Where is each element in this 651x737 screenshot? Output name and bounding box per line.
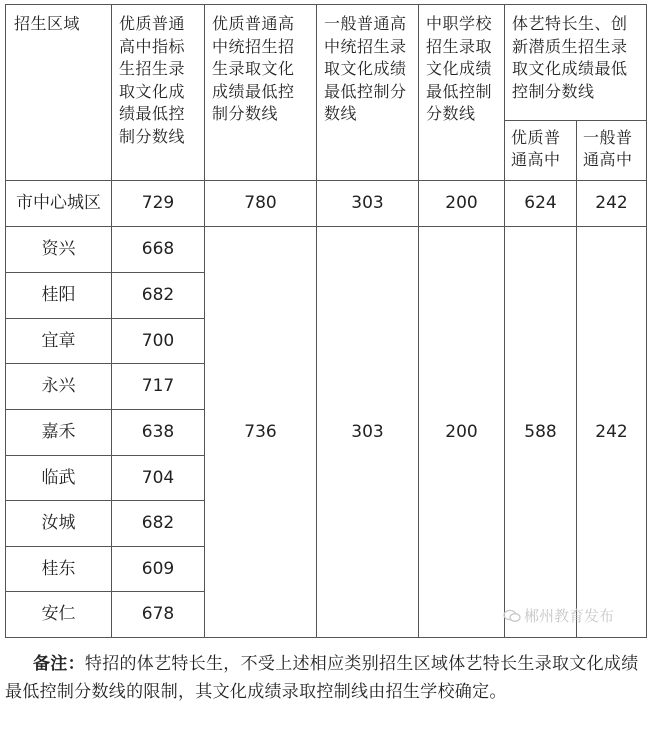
header-arts-quality: 优质普通高中 [505, 121, 577, 181]
cell-arts-quality: 624 [505, 181, 577, 227]
header-arts-sports: 体艺特长生、创新潜质生招生录取文化成绩最低控制分数线 [505, 5, 647, 121]
footnote [5, 650, 648, 706]
cell-region: 桂东 [6, 547, 112, 592]
header-quality-unified: 优质普通高中统招生招生录取文化成绩最低控制分数线 [205, 5, 317, 181]
cell-region: 嘉禾 [6, 410, 112, 456]
score-table [5, 4, 647, 638]
header-arts-general: 一般普通高中 [577, 121, 647, 181]
cell-shared-arts-general: 242 [577, 227, 647, 638]
header-vocational: 中职学校招生录取文化成绩最低控制分数线 [419, 5, 505, 181]
header-quality-quota: 优质普通高中指标生招生录取文化成绩最低控制分数线 [112, 5, 205, 181]
watermark [503, 605, 614, 626]
cell-region: 市中心城区 [6, 181, 112, 227]
wechat-icon [503, 609, 521, 623]
cell-region: 资兴 [6, 227, 112, 273]
table-row [6, 227, 647, 273]
watermark-text: 郴州教育发布 [524, 607, 615, 625]
cell-shared-vocational: 200 [419, 227, 505, 638]
cell-shared-general-unified: 303 [317, 227, 419, 638]
header-general-unified: 一般普通高中统招生录取文化成绩最低控制分数线 [317, 5, 419, 181]
cell-quality-unified: 780 [205, 181, 317, 227]
cell-arts-general: 242 [577, 181, 647, 227]
cell-vocational: 200 [419, 181, 505, 227]
cell-quality-quota: 717 [112, 364, 205, 410]
cell-general-unified: 303 [317, 181, 419, 227]
cell-quality-quota: 682 [112, 501, 205, 547]
header-region: 招生区域 [6, 5, 112, 181]
cell-quality-quota: 700 [112, 319, 205, 364]
cell-quality-quota: 678 [112, 592, 205, 638]
cell-region: 临武 [6, 456, 112, 501]
cell-quality-quota: 682 [112, 273, 205, 319]
cell-quality-quota: 668 [112, 227, 205, 273]
cell-region: 汝城 [6, 501, 112, 547]
cell-region: 宜章 [6, 319, 112, 364]
table-row-city [6, 181, 647, 227]
footnote-label: 备注： [33, 654, 85, 674]
cell-quality-quota: 638 [112, 410, 205, 456]
cell-quality-quota: 704 [112, 456, 205, 501]
cell-shared-quality-unified: 736 [205, 227, 317, 638]
cell-quality-quota: 609 [112, 547, 205, 592]
cell-region: 安仁 [6, 592, 112, 638]
cell-region: 永兴 [6, 364, 112, 410]
cell-quality-quota: 729 [112, 181, 205, 227]
footnote-text: 特招的体艺特长生，不受上述相应类别招生区域体艺特长生录取文化成绩最低控制分数线的限制，其文化成绩录取控制线由招生学校确定。 [5, 654, 639, 702]
cell-region: 桂阳 [6, 273, 112, 319]
cell-shared-arts-quality: 588 [505, 227, 577, 638]
